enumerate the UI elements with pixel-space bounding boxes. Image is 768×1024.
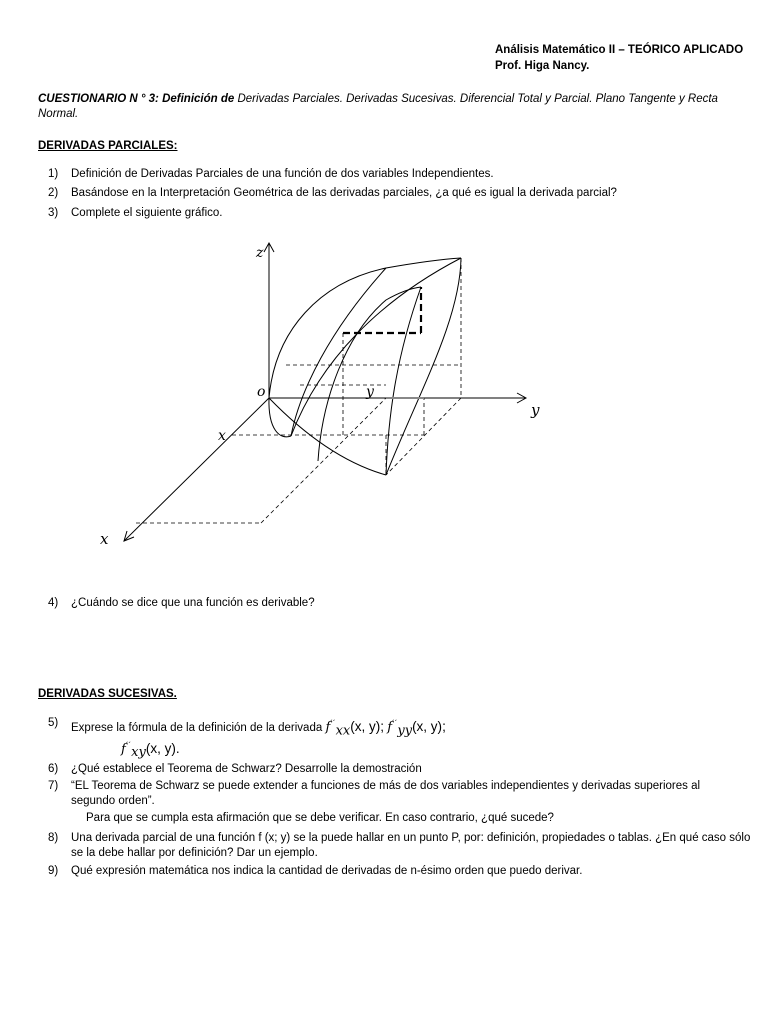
- question-5: [38, 716, 753, 761]
- x-point-label: x: [218, 428, 226, 444]
- dashed-guides: [136, 258, 461, 523]
- y-point-label: y: [366, 384, 374, 400]
- separator: ;: [380, 718, 385, 734]
- surface-top-edge: [269, 258, 461, 398]
- trace-curve-3: [386, 287, 421, 475]
- question-text: Exprese la fórmula de la definición de la derivada: [71, 721, 323, 734]
- question-text: Basándose en la Interpretación Geométrica de las derivadas parciales, ¿a qué es igual la derivada parcial?: [71, 187, 617, 199]
- section-successive-derivatives: DERIVADAS SUCESIVAS.: [38, 688, 177, 700]
- question-text: “EL Teorema de Schwarz se puede extender a funciones de más de dos variables independientes y derivadas superiores al segundo orden”.: [71, 780, 701, 807]
- question-text: ¿Cuándo se dice que una función es derivable?: [71, 597, 315, 609]
- x-axis-label: x: [100, 530, 109, 548]
- derivative-fxy: $f^{´´}_{xy}(x$, y).: [121, 740, 180, 761]
- question-text-line: [71, 716, 751, 738]
- question-number: 1): [48, 168, 59, 180]
- question-number: 7): [48, 780, 59, 792]
- question-number: 4): [48, 597, 59, 609]
- question-number: 9): [48, 865, 59, 877]
- trace-curve-4: [291, 258, 461, 436]
- trace-curve-1: [291, 268, 386, 436]
- y-axis-label: y: [531, 401, 540, 419]
- question-number: 8): [48, 832, 59, 844]
- question-text: Definición de Derivadas Parciales de una función de dos variables Independientes.: [71, 168, 494, 180]
- question-number: 6): [48, 763, 59, 775]
- question-number: 3): [48, 207, 59, 219]
- section-partial-derivatives: DERIVADAS PARCIALES:: [38, 140, 178, 152]
- x-axis: [124, 398, 269, 541]
- derivative-fxx: $f^{´´}_{xx}(x$, y): [325, 718, 381, 739]
- question-text: ¿Qué establece el Teorema de Schwarz? Desarrolle la demostración: [71, 763, 422, 775]
- course-title: Análisis Matemático II – TEÓRICO APLICADO: [495, 44, 744, 56]
- questionnaire-label: CUESTIONARIO N ° 3: Definición de: [38, 93, 235, 105]
- z-label: z: [256, 245, 264, 261]
- surface-front-edge: [269, 398, 291, 437]
- questionnaire-topics: Derivadas Parciales. Derivadas Sucesivas. Diferencial Total y Parcial. Plano Tangente y Recta Normal.: [38, 93, 718, 120]
- separator: ;: [442, 718, 446, 734]
- question-number: 2): [48, 187, 59, 199]
- surface-right-edge: [386, 258, 461, 475]
- question-7-note: Para que se cumpla esta afirmación que se debe verificar. En caso contrario, ¿qué sucede?: [86, 812, 554, 824]
- professor-name: Prof. Higa Nancy.: [495, 60, 590, 72]
- surface-curves: [269, 258, 461, 475]
- derivative-fyy: $f^{´´}_{yy}(x$, y): [387, 718, 443, 739]
- question-text: Una derivada parcial de una función f (x; y) se la puede hallar en un punto P, por: definición, propiedades o tablas. ¿En qué caso sólo se la debe hallar por definición? Dar un ejemplo.: [71, 832, 751, 859]
- question-text: Qué expresión matemática nos indica la cantidad de derivadas de n-ésimo orden que puedo derivar.: [71, 865, 583, 877]
- origin-label: o: [257, 384, 266, 400]
- question-number: 5): [48, 717, 59, 729]
- question-text: Complete el siguiente gráfico.: [71, 207, 223, 219]
